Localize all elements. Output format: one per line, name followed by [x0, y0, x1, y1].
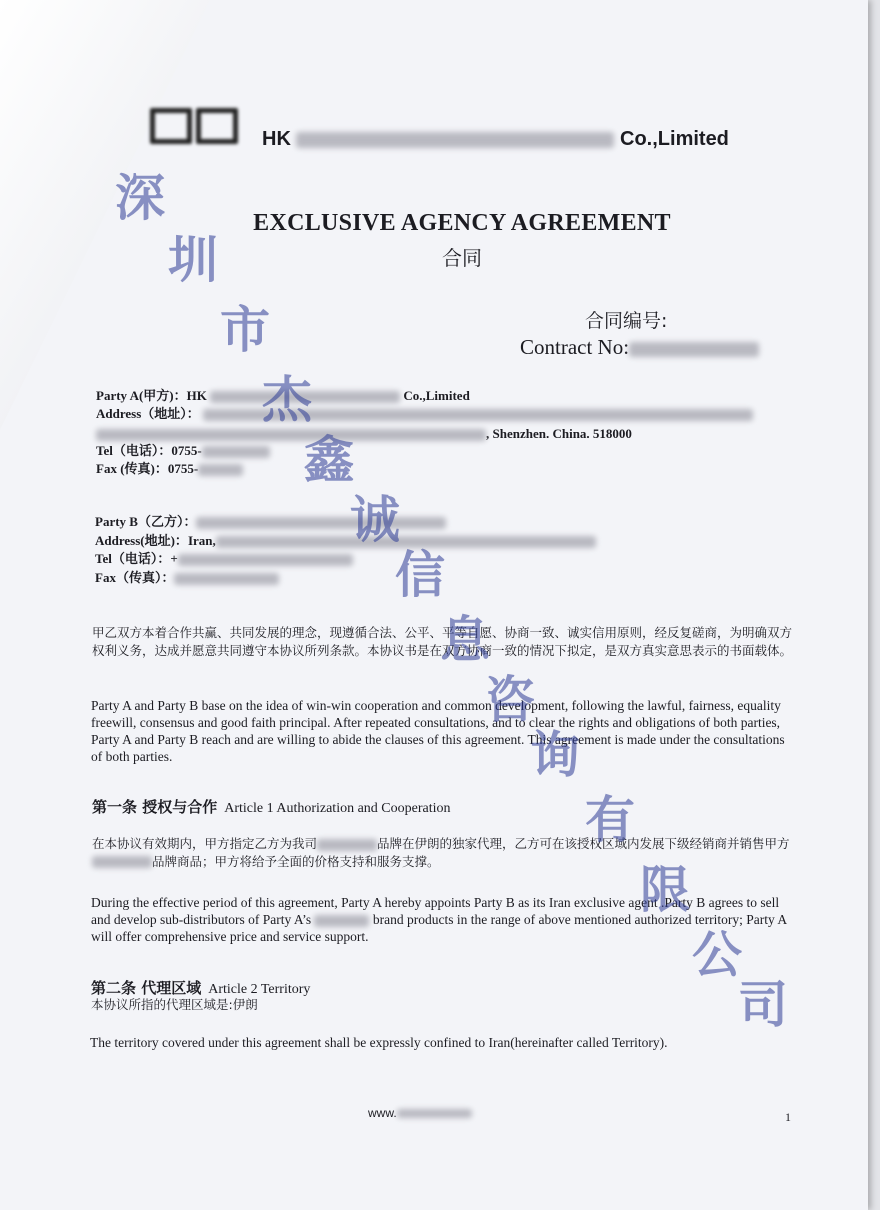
redacted-text	[202, 446, 270, 458]
redacted-text	[397, 1109, 472, 1118]
party-a-tel: Tel（电话）：0755-	[96, 440, 270, 459]
article-2-cn-text: 本协议所指的代理区域是:伊朗	[91, 997, 258, 1012]
party-a-fax: Fax (传真)：0755-	[96, 458, 243, 477]
party-b-address: Address(地址)：Iran,	[95, 530, 596, 549]
redacted-text	[629, 342, 759, 357]
seal-char: 司	[738, 976, 788, 1034]
document-title: EXCLUSIVE AGENCY AGREEMENT	[253, 210, 671, 236]
redacted-text	[314, 915, 369, 927]
redacted-text	[296, 132, 614, 148]
redacted-text	[198, 464, 243, 476]
article-2-heading: 第二条 代理区域 Article 2 Territory	[91, 979, 311, 997]
page-number: 1	[785, 1110, 791, 1124]
seal-char: 息	[440, 611, 490, 669]
redacted-text	[196, 517, 446, 529]
party-a-line: Party A(甲方)：HK Co.,Limited	[96, 388, 470, 403]
article-1-heading: 第一条 授权与合作 Article 1 Authorization and Cooperation	[92, 798, 451, 816]
seal-char: 市	[220, 301, 270, 359]
redacted-text	[174, 573, 279, 585]
seal-char: 限	[640, 861, 690, 919]
contract-number-label-cn: 合同编号:	[585, 310, 668, 332]
seal-char: 圳	[168, 231, 218, 289]
footer-website: www.	[368, 1106, 472, 1120]
party-a-address: Address（地址）：	[96, 403, 753, 422]
redacted-text	[92, 856, 152, 868]
party-b-fax: Fax（传真）：	[95, 567, 279, 586]
party-a-address-cont: , Shenzhen. China. 518000	[96, 426, 632, 442]
seal-char: 询	[530, 726, 580, 784]
party-b-line: Party B（乙方）：	[95, 511, 446, 530]
redacted-text	[178, 554, 353, 566]
seal-char: 鑫	[304, 431, 354, 489]
seal-char: 深	[115, 169, 165, 227]
seal-char: 公	[692, 926, 742, 984]
intro-en-paragraph: Party A and Party B base on the idea of win-win cooperation and common development, following the lawful, fairness, equality freewill, consensus and good faith principal. After repeated consultations, and to clear the rights and obligations of both parties, Party A and Party B reach and are willing to abide the clauses of this agreement. This agreement is made under the consultations of both parties.	[91, 698, 785, 764]
article-2-en-text: The territory covered under this agreement shall be expressly confined to Iran(hereinafter called Territory).	[90, 1035, 668, 1050]
party-b-tel: Tel（电话）：+	[95, 548, 353, 567]
seal-char: 信	[395, 546, 445, 604]
seal-char: 有	[585, 791, 635, 849]
contract-number: Contract No:	[520, 335, 759, 360]
seal-char: 咨	[485, 671, 535, 729]
seal-char: 杰	[262, 371, 312, 429]
article-1-en-paragraph: During the effective period of this agreement, Party A hereby appoints Party B as its Iran exclusive agent .Party B agrees to sell and develop sub-distributors of Party A’s brand products in the range of above mentioned authorized territory; Party A will offer comprehensive price and service support.	[91, 895, 787, 944]
document-title-cn: 合同	[442, 246, 482, 270]
article-1-cn-paragraph: 在本协议有效期内，甲方指定乙方为我司 品牌在伊朗的独家代理，乙方可在该授权区域内发展下级经销商并销售甲方品牌商品；甲方将给予全面的价格支持和服务支撑。	[92, 836, 790, 869]
intro-cn-paragraph: 甲乙双方本着合作共赢、共同发展的理念，现遵循合法、公平、平等自愿、协商一致、诚实信用原则，经反复磋商，为明确双方权利义务，达成并愿意共同遵守本协议所列条款。本协议书是在双方协商一致的情况下拟定，是双方真实意思表示的书面载体。	[92, 625, 793, 658]
seal-char: 诚	[350, 491, 400, 549]
redacted-text	[317, 839, 377, 851]
company-logo	[150, 108, 238, 144]
letterhead-company: HK Co.,Limited	[262, 128, 729, 150]
